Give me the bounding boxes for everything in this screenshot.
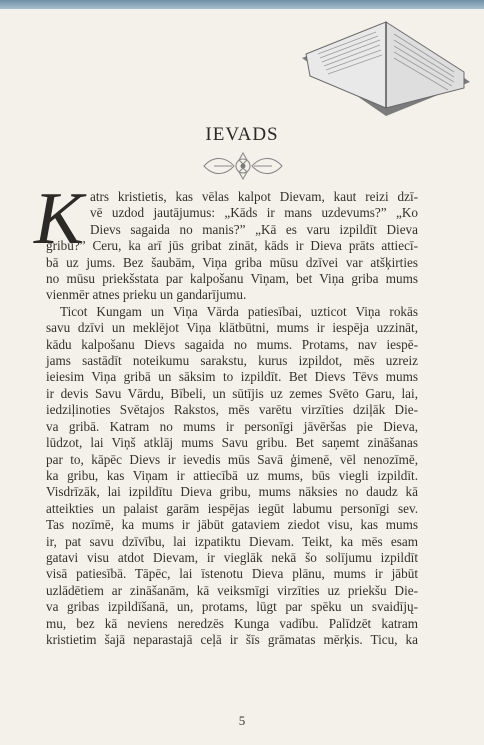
- text-line: Visdrīzāk, lai izpildītu Dieva gribu, mums nāksies no daudz kā: [46, 484, 418, 500]
- body-text: [46, 189, 418, 648]
- text-line: no mūsu priekšstata par kalpošanu Viņam, bet Viņa griba mums: [46, 271, 418, 287]
- text-line: ir, pat savu dzīvību, lai izpatiktu Dievam. Teikt, ka mēs esam: [46, 533, 418, 549]
- text-line: par to, kāpēc Dievs ir ievedis mūs Savā ģimenē, vēl nenozīmē,: [46, 451, 418, 467]
- text-line: atrs kristietis, kas vēlas kalpot Dievam, kaut reizi dzī-: [90, 189, 418, 204]
- drop-cap: K: [34, 178, 84, 260]
- text-line: lūdzot, lai Viņš atklāj mums Savu gribu. Bet saņemt zināšanas: [46, 435, 418, 451]
- top-color-band: [0, 0, 484, 9]
- text-line: bā uz jums. Bez šaubām, Viņa griba mūsu dzīvei var atšķirties: [46, 254, 418, 270]
- text-line: uzlādētiem ar zināšanām, kā veiksmīgi virzīties uz priekšu Die-: [46, 582, 418, 598]
- text-line: vienmēr atnes prieku un gandarījumu.: [46, 287, 247, 303]
- text-line: kādu kalpošanu Dievs sagaida no mums. Protams, nav iespē-: [46, 336, 418, 352]
- open-book-illustration: [298, 18, 474, 118]
- text-line: kristietim šajā neparastajā ceļā ir šīs grāmatas mērķis. Ticu, ka: [46, 631, 418, 647]
- text-line: Tas nozīmē, ka mums ir jābūt gataviem ziedot visu, kas mums: [46, 517, 418, 533]
- text-line: savu dzīvi un meklējot Viņa klātbūtni, mums ir iespēja uzzināt,: [46, 320, 418, 336]
- text-line: gribu?” Ceru, ka arī jūs gribat zināt, kāds ir Dieva prāts attiecī-: [46, 238, 418, 254]
- chapter-title: IEVADS: [205, 124, 279, 145]
- text-line: va gribā. Katram no mums ir personīgi jāvēršas pie Dieva,: [46, 418, 418, 434]
- text-line: Ticot Kungam un Viņa Vārda patiesībai, uzticot Viņa rokās: [60, 303, 418, 319]
- text-line: jams sastādīt noteikumu sarakstu, kurus izpildot, mēs uzreiz: [46, 353, 418, 369]
- text-line: ieiesim Viņa gribā un sāksim to izpildīt. Bet Dievs Tēvs mums: [46, 369, 418, 385]
- text-line: Dievs sagaida no manis?” „Kā es varu izpildīt Dieva: [90, 221, 418, 237]
- text-line: vē uzdod jautājumus: „Kāds ir mans uzdevums?” „Ko: [90, 205, 418, 221]
- decorative-ornament-icon: [200, 151, 286, 181]
- text-line: va gribas izpildīšanā, un, protams, lūgt par spēku un svaidījų-: [46, 599, 418, 615]
- text-line: visā patiesībā. Tāpēc, lai īstenotu Dieva plānu, mums ir jābūt: [46, 566, 418, 582]
- text-line: gatavi visu atdot Dievam, ir vieglāk nekā šo solījumu izpildīt: [46, 549, 418, 565]
- text-line: iedziļinoties Svētajos Rakstos, mēs varētu virzīties dziļāk Die-: [46, 402, 418, 418]
- text-line: ka gribu, kas Viņam ir attiecībā uz mums, būs viegli izpildīt.: [46, 467, 418, 483]
- page-number: 5: [238, 713, 246, 728]
- text-line: atteikties un palaist garām iespējas iegūt labumu personīgi sev.: [46, 500, 418, 516]
- text-line: ir devis Savu Vārdu, Bībeli, un sūtījis uz zemes Svēto Garu, lai,: [46, 385, 418, 401]
- text-line: mu, bez kā neviens neredzēs Kunga vadību. Palīdzēt katram: [46, 615, 418, 631]
